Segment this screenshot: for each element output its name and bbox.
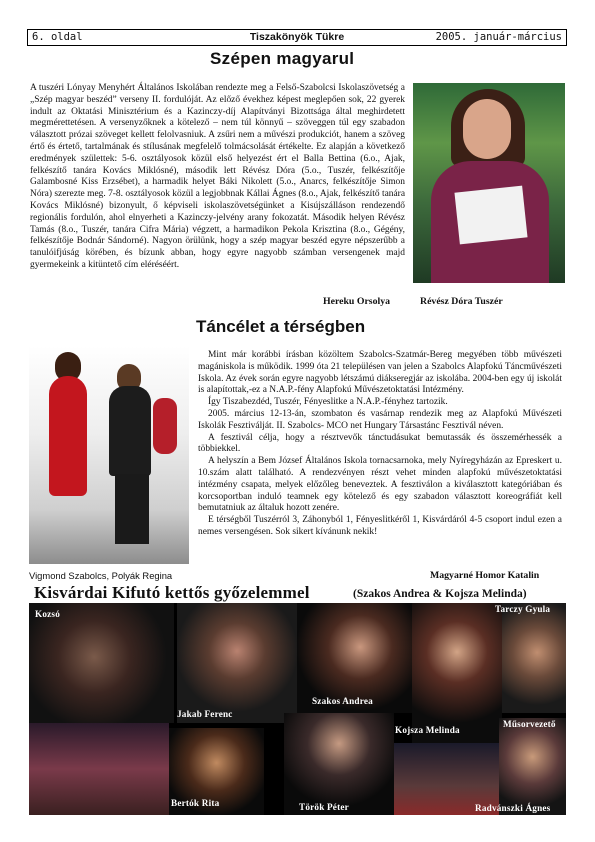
page-number: 6. oldal (32, 31, 83, 43)
caption-kojsza: Kojsza Melinda (395, 725, 460, 735)
article2-paragraph: A fesztivál célja, hogy a résztvevők tánctudásukat bemutassák és összemérhessék a többiekkel. (198, 432, 562, 455)
caption-tarczy: Tarczy Gyula (495, 604, 551, 614)
article3-title: Kisvárdai Kifutó kettős győzelemmel (34, 583, 310, 602)
article2-author: Magyarné Homor Katalin (430, 570, 540, 581)
article1-title: Szépen magyarul (210, 49, 355, 68)
article2-paragraph: 2005. március 12-13-án, szombaton és vasárnap rendezik meg az Alapfokú Művészeti Iskolák Fesztiválját. II. Szabolcs- MCO net Hungary Társastánc Fesztivál néven. (198, 408, 562, 431)
publication-name: Tiszakönyök Tükre (249, 31, 345, 43)
caption-musor: Műsorvezető (503, 719, 556, 729)
photo-torok (284, 713, 394, 815)
article1-photo-caption: Révész Dóra Tuszér (420, 296, 503, 307)
caption-radvanszki: Radvánszki Ágnes (475, 803, 551, 813)
issue-date: 2005. január-március (435, 31, 562, 43)
article2-paragraph: A helyszín a Bem József Általános Iskola tornacsarnoka, mely Nyíregyházán az Epreskert u. 10.szám alatt található. A rendezvényen részt vehet minden alapfokú művészetoktatási intézmény csapata, melyek előzőleg beneveztek. A fesztiválon a kiválasztott kategóriában és korcsoportban induló teamnek egy kötelező és egy szabadon választott koreográfiát kell bemutatniuk az általuk hozott zenére. (198, 456, 562, 514)
photo-dancers (29, 346, 189, 564)
article2-photo-caption: Vigmond Szabolcs, Polyák Regina (29, 570, 173, 581)
article2-body (198, 350, 562, 539)
article2-paragraph: Így Tiszabezdéd, Tuszér, Fényeslitke a N.A.P.-fényhez tartozik. (208, 397, 448, 408)
photo-radvanszki (499, 718, 566, 815)
article2-paragraph: Mint már korábbi írásban közöltem Szabolcs-Szatmár-Bereg megyében több művészeti magániskola is működik. 1999 óta 21 településen van jelen a Szabolcs Alapfokú Táncművészeti Iskola. Az évek során egyre nagyobb létszámú diákseregjár az iskolába. 2004-ben egy új iskolát is alapítottak,-ez a N.A.P.-fény Alapfokú Művészetoktatási Intézmény. (198, 350, 562, 396)
photo-jakab (177, 603, 297, 723)
photo-kozso (29, 603, 174, 723)
caption-jakab: Jakab Ferenc (177, 709, 233, 719)
caption-szakos: Szakos Andrea (312, 696, 373, 706)
caption-kozso: Kozsó (35, 609, 60, 619)
photo-kojsza (412, 603, 502, 743)
article2-title: Táncélet a térségben (196, 317, 366, 336)
photo-dancers-stage (29, 723, 169, 815)
article1-body: A tuszéri Lónyay Menyhért Általános Iskolában rendezte meg a Felső-Szabolcsi Iskolaszövetség a „Szép magyar beszéd” verseny II. fordulóját. Az előző évekhez képest meglepően sok, 22 gyerek indult az Oktatási Minisztérium és a Kazinczy-díj Alapítványi Bizottsága által meghirdetett megmérettetésen. A versenyzőknek a kötelező – nem túl könnyű – szöveggen túl egy szabadon választott prózai szöveget kellett felolvasniuk. A zsűri nem a művészi produkciót, hanem a szöveg értő és értető, tartalmának és stílusának megfelelő tolmácsolását értékelte. Ez alapján a következő eredmények születtek: 5-6. osztályosok közül első helyezést ért el Balla Bettina (6.o., Ajak, felkészítő tanára Kovács Miklósné), második lett Révész Dóra (5.o., Tuszér, felkészítője Galambosné Kiss Erzsébet), a harmadik helyet Báki Nikolett (5.o., Anarcs, felkészítője Simon Nóra) szerezte meg. 7-8. osztályosok közül a legjobbnak Kállai Ágnes (8.o., Ajak, felkészítő tanára Kovács Miklósné) bizonyult, ő képviseli iskolaszövetségünket a Kisújszálláson rendezendő regionális fordulón, ahol elnyerheti a Kazinczy-jelvény arany fokozatát. Második helyen Révész Tamás (8.o., Tuszér, tanára Cifra Mária) végzett, a harmadikon Pekola Krisztina (8.o., Gégény, felkészítője Bodnár Sándorné). Nagyon örülünk, hogy a szép magyar beszéd egyre népszerűbb a tanulóifjúság körében, és bízunk abban, hogy egyre nagyobb számban versengenek majd gyermekeink a kitüntető cím eléréséért. (30, 83, 406, 270)
photo-collage (29, 603, 566, 815)
page-header (27, 29, 567, 46)
caption-bertok: Bertók Rita (171, 798, 220, 808)
photo-girl-reading (413, 83, 565, 283)
article1-author: Hereku Orsolya (323, 296, 391, 307)
article2-paragraph: E térségből Tuszérról 3, Záhonyból 1, Fényeslitkéről 1, Kisvárdáról 4-5 csoport indul ezen a nemes versengésen. Sok sikert kívánunk nekik! (198, 515, 562, 537)
caption-torok: Török Péter (299, 802, 349, 812)
article3-subtitle: (Szakos Andrea & Kojsza Melinda) (353, 588, 527, 600)
photo-tarczy (502, 603, 566, 713)
